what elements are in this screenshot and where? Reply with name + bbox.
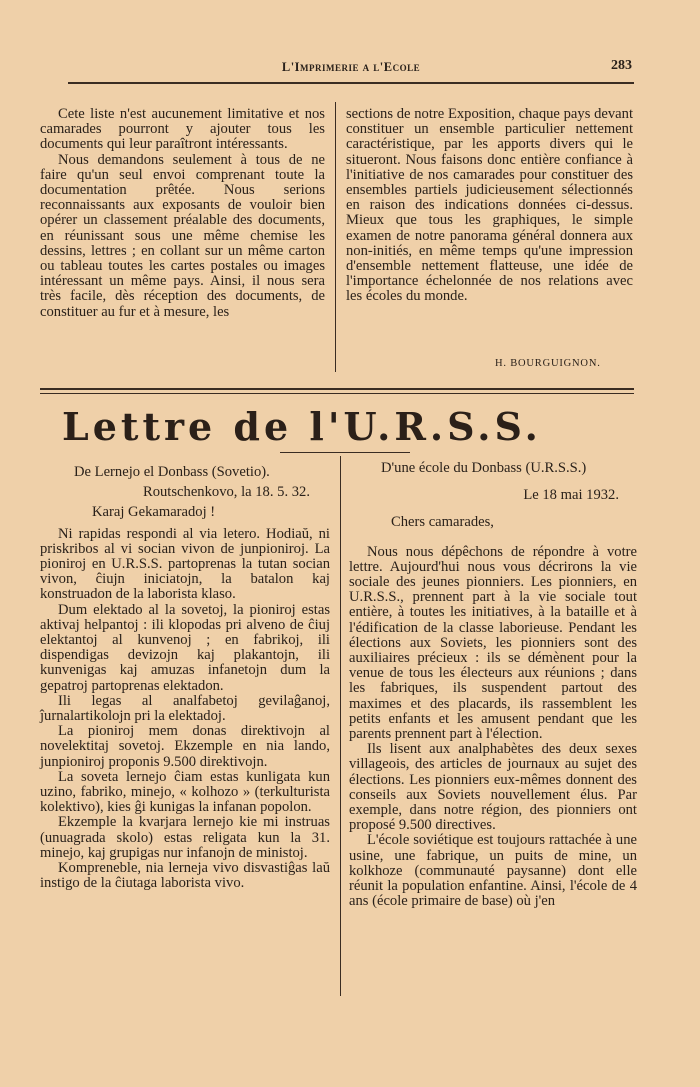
french-column <box>349 461 637 909</box>
top-left-column <box>40 107 325 320</box>
paragraph: Nous demandons seulement à tous de ne faire qu'un seul envoi comprenant toute la documentation prêtée. Nous serions reconnaissants aux exposants de vouloir bien opérer un classement préalable des documents, en réunissant sous une même chemise les dessins, lettres ; en collant sur un même carton ou tableau toutes les cartes postales ou images intéressant un même pays. Ainsi, il nous sera très facile, dès réception des documents, de constituer au fur et à mesure, les <box>40 151 325 320</box>
paragraph: Nous nous dépêchons de répondre à votre lettre. Aujourd'hui nous vous décrirons la vie sociale des jeunes pionniers. Les pionniers, en U.R.S.S., prennent part à la vie sociale tout entière, à toutes les initiatives, à la bataille et à l'édification de la classe laborieuse. Pendant les élections aux Soviets, les pionniers sont des auxiliaires précieux : ils se démènent pour la venue de tous les électeurs aux réunions ; dans les fabriques, ils suspendent partout des maximes et des placards, ils rassemblent les petits enfants et les amusent pendant que les parents prennent part à l'élection. <box>349 543 637 743</box>
origin-line: D'une école du Donbass (U.R.S.S.) <box>381 460 587 476</box>
dateline: Le 18 mai 1932. <box>523 487 619 504</box>
paragraph: Cete liste n'est aucunement limitative et nos camarades pourront y ajouter tous les documents qui leur paraîtront intéressants. <box>40 106 325 153</box>
paragraph: Dum elektado al la sovetoj, la pioniroj estas aktivaj helpantoj : ili klopodas pri alveno de ĉiuj elektantoj al kunvenoj ; en fabrikoj, ili dispendigas devizojn kaj plakantojn, ili kunvenigas kaj amuzas infanetojn dum la gepatroj partoprenas elektadon. <box>40 601 330 694</box>
paragraph: Ils lisent aux analphabètes des deux sexes villageois, des articles de journaux au sujet des élections. Les pionniers eux-mêmes donnent des conseils aux Soviets nouvellement élus. Par exemple, dans notre région, des pionniers ont proposé 9.500 directives. <box>349 741 637 834</box>
paragraph: Ili legas al analfabetoj gevilaĝanoj, ĵurnalartikolojn pri la elektadoj. <box>40 692 330 725</box>
section-rule-top <box>40 388 634 390</box>
page-number: 283 <box>611 58 632 73</box>
article-title: Lettre de l'U.R.S.S. <box>62 404 542 449</box>
running-title: L'Imprimerie a l'Ecole <box>281 60 421 74</box>
paragraph: sections de notre Exposition, chaque pays devant constituer un ensemble particulier nettement caractéristique, par les apports divers qui le situeront. Nous faisons donc entière confiance à l'initiative de nos camarades pour constituer des ensembles partiels judicieusement sélectionnés en raison des indications données ci-dessus. Mieux que tous les graphiques, le simple examen de notre panorama général donnera aux non-initiés, en même temps qu'une impression d'ensemble nettement flatteuse, une idée de l'importance échelonnée de nos relations avec les écoles du monde. <box>346 106 633 305</box>
title-underline <box>280 452 410 453</box>
paragraph: Ekzemple la kvarjara lernejo kie mi instruas (unuagrada skolo) estas religata kun la 31. minejo, kaj grupigas nur infanojn de ministoj. <box>40 814 330 861</box>
salutation: Karaj Gekamaradoj ! <box>92 504 216 521</box>
signature: H. BOURGUIGNON. <box>495 358 601 369</box>
paragraph: La soveta lernejo ĉiam estas kunligata kun uzino, fabriko, minejo, « kolhozo » (terkulturista kolektivo), kies ĝi kunigas la infanan popolon. <box>40 768 330 816</box>
origin-line: De Lernejo el Donbass (Sovetio). <box>74 464 270 480</box>
esperanto-column <box>40 465 330 891</box>
top-right-column <box>346 107 633 305</box>
header-rule <box>68 82 634 84</box>
dateline: Routschenkovo, la 18. 5. 32. <box>142 484 310 501</box>
article-column-rule <box>340 456 341 996</box>
running-header <box>68 56 634 78</box>
paragraph: Kompreneble, nia lerneja vivo disvastiĝas laŭ instigo de la ĉiutaga laborista vivo. <box>40 860 330 892</box>
paragraph: Ni rapidas respondi al via letero. Hodiaŭ, ni priskribos al vi socian vivon de junpioniroj. La pioniroj en U.R.S.S. partoprenas la tutan socian vivon, ĉiujn iniciatojn, la batalon kaj konstruadon de la laborista klaso. <box>40 525 330 603</box>
top-column-rule <box>335 102 336 372</box>
salutation: Chers camarades, <box>391 514 494 531</box>
paragraph: L'école soviétique est toujours rattachée à une usine, une fabrique, un puits de mine, un kolkhoze (communauté paysanne) dont elle réunit la population enfantine. Ainsi, l'école de 4 ans (école primaire de base) où j'en <box>349 832 637 910</box>
section-rule-bottom <box>40 393 634 394</box>
paragraph: La pioniroj mem donas direktivojn al novelektitaj sovetoj. Ekzemple en nia lando, junpioniroj proponis 9.500 direktivojn. <box>40 723 330 770</box>
